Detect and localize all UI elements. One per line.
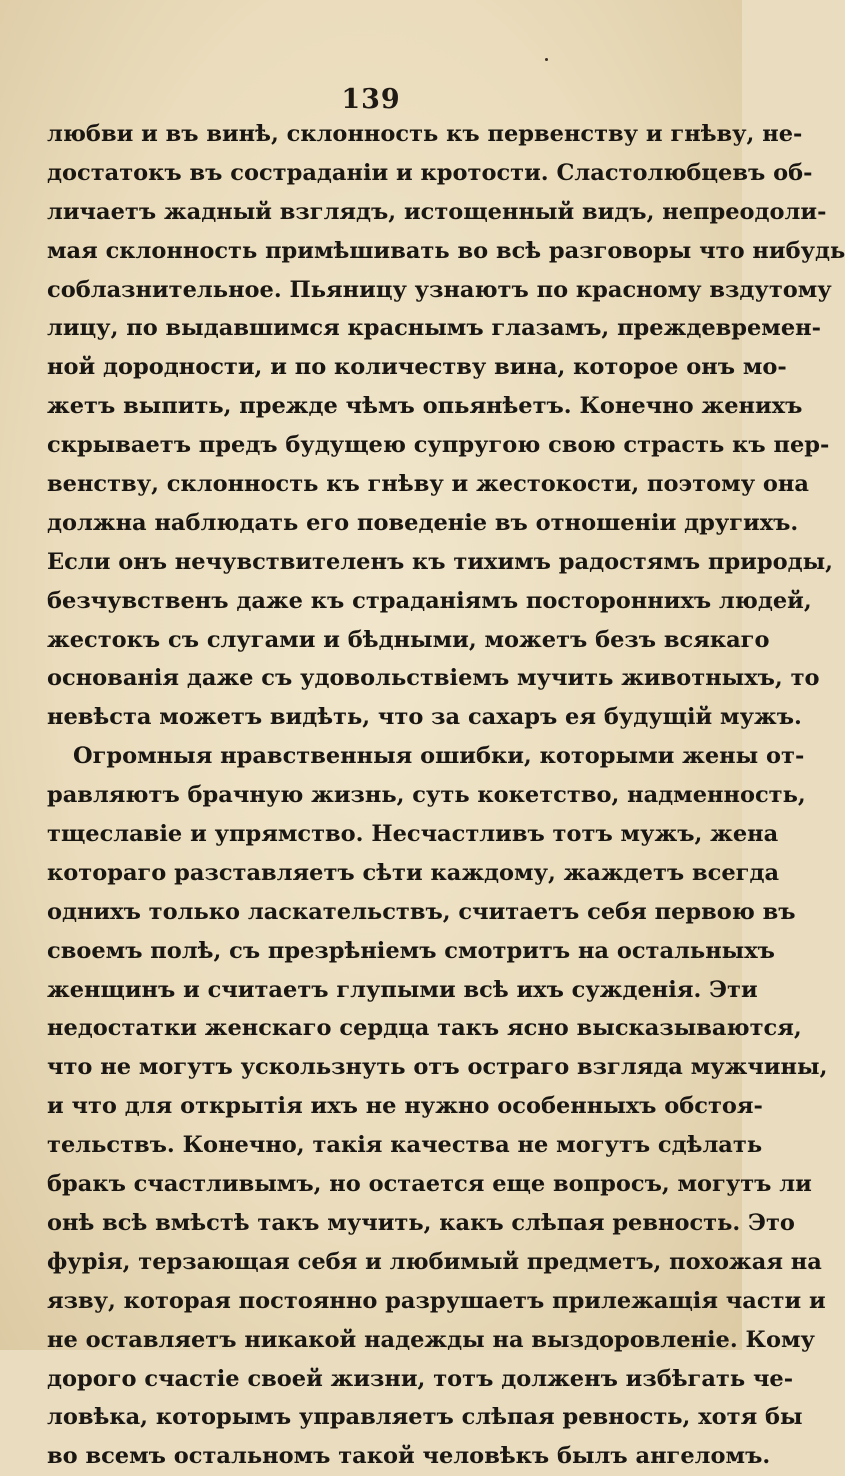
text-line: однихъ только ласкательствъ, считаетъ себя первою въ	[47, 898, 796, 925]
text-line: женщинъ и считаетъ глупыми всѣ ихъ сужденія. Эти	[47, 976, 758, 1003]
text-line: жетъ выпить, прежде чѣмъ опьянѣетъ. Конечно женихъ	[47, 393, 803, 420]
text-line: равляютъ брачную жизнь, суть кокетство, надменность,	[47, 782, 806, 809]
text-line: жестокъ съ слугами и бѣдными, можетъ безъ всякаго	[47, 626, 770, 653]
page-number: 139	[341, 84, 401, 115]
text-line: безчувственъ даже къ страданіямъ постороннихъ людей,	[47, 587, 812, 614]
ink-speck	[545, 58, 548, 61]
text-line: ной дородности, и по количеству вина, которое онъ мо-	[47, 354, 787, 381]
text-line: личаетъ жадный взглядъ, истощенный видъ, непреодоли-	[47, 198, 827, 225]
text-line: тельствъ. Конечно, такія качества не могутъ сдѣлать	[47, 1132, 763, 1159]
text-line: язву, которая постоянно разрушаетъ прилежащія части и	[47, 1287, 826, 1314]
text-line: достатокъ въ состраданіи и кротости. Сластолюбцевъ об-	[47, 159, 813, 186]
text-line: венству, склонность къ гнѣву и жестокости, поэтому она	[47, 471, 809, 498]
text-line: дорого счастіе своей жизни, тотъ долженъ избѣгать че-	[47, 1365, 794, 1392]
text-line: основанія даже съ удовольствіемъ мучить животныхъ, то	[47, 665, 820, 692]
text-line: котораго разставляетъ сѣти каждому, жаждетъ всегда	[47, 859, 780, 886]
text-line: своемъ полѣ, съ презрѣніемъ смотритъ на остальныхъ	[47, 937, 775, 964]
text-line: ловѣка, которымъ управляетъ слѣпая ревность, хотя бы	[47, 1404, 803, 1431]
text-line: что не могутъ ускользнуть отъ остраго взгляда мужчины,	[47, 1054, 828, 1081]
text-line: тщеславіе и упрямство. Несчастливъ тотъ мужъ, жена	[47, 821, 779, 848]
body-text	[47, 115, 845, 1476]
text-line: лицу, по выдавшимся краснымъ глазамъ, преждевремен-	[47, 315, 821, 342]
text-line: скрываетъ предъ будущею супругою свою страсть къ пер-	[47, 432, 830, 459]
text-line: Огромныя нравственныя ошибки, которыми жены от-	[73, 743, 805, 770]
text-line: недостатки женскаго сердца такъ ясно высказываются,	[47, 1015, 802, 1042]
text-line: должна наблюдать его поведеніе въ отношеніи другихъ.	[47, 509, 799, 536]
text-line: не оставляетъ никакой надежды на выздоровленіе. Кому	[47, 1326, 815, 1353]
text-line: бракъ счастливымъ, но остается еще вопросъ, могутъ ли	[47, 1171, 812, 1198]
text-line: фурія, терзающая себя и любимый предметъ, похожая на	[47, 1248, 822, 1275]
text-line: онѣ всѣ вмѣстѣ такъ мучить, какъ слѣпая ревность. Это	[47, 1209, 795, 1236]
text-line: мая склонность примѣшивать во всѣ разговоры что нибудь	[47, 237, 845, 264]
text-line: любви и въ винѣ, склонность къ первенству и гнѣву, не-	[47, 121, 803, 147]
text-line: во всемъ остальномъ такой человѣкъ былъ ангеломъ.	[47, 1443, 771, 1470]
text-line: невѣста можетъ видѣть, что за сахаръ ея будущій мужъ.	[47, 704, 802, 731]
text-line: и что для открытія ихъ не нужно особенныхъ обстоя-	[47, 1093, 763, 1120]
text-line: Если онъ нечувствителенъ къ тихимъ радостямъ природы,	[47, 548, 833, 575]
text-line: соблазнительное. Пьяницу узнаютъ по красному вздутому	[47, 276, 832, 303]
